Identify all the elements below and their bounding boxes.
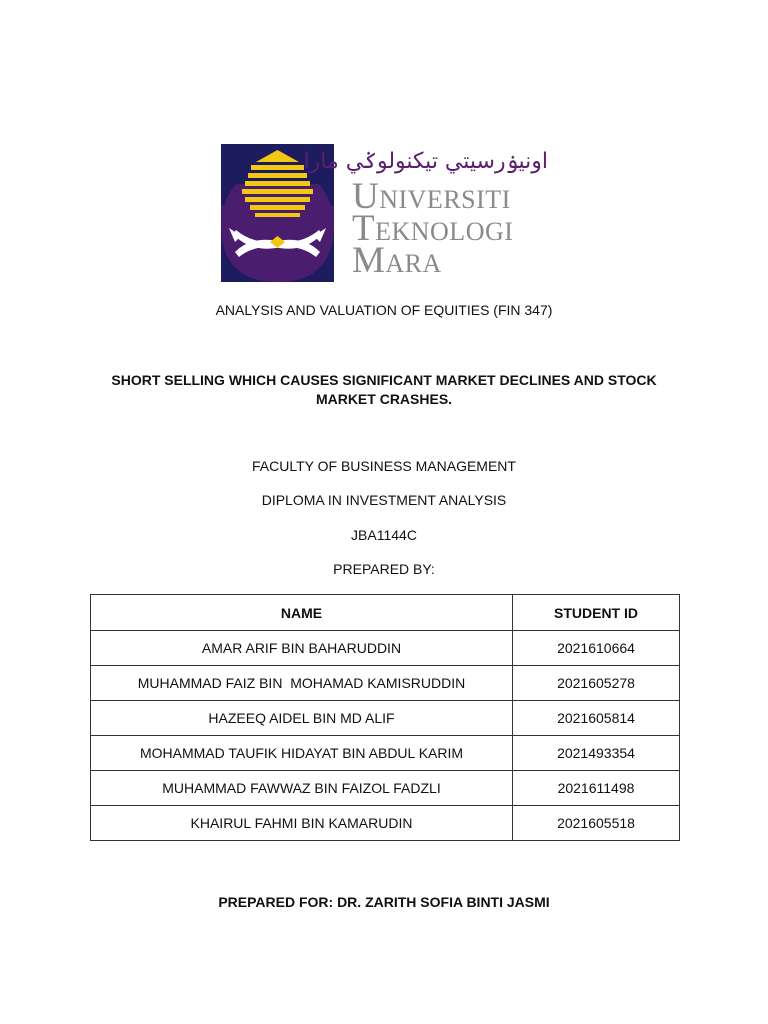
member-name: MOHAMMAD TAUFIK HIDAYAT BIN ABDUL KARIM (91, 736, 513, 771)
table-row (91, 771, 680, 806)
members-table (90, 594, 680, 841)
member-student-id: 2021611498 (513, 771, 680, 806)
logo-word-teknologi: Teknologi (352, 208, 514, 249)
table-row (91, 806, 680, 841)
table-row (91, 736, 680, 771)
member-name: KHAIRUL FAHMI BIN KAMARUDIN (91, 806, 513, 841)
member-student-id: 2021605518 (513, 806, 680, 841)
member-name: MUHAMMAD FAIZ BIN MOHAMAD KAMISRUDDIN (91, 666, 513, 701)
group-code: JBA1144C (351, 527, 417, 543)
header-student-id: STUDENT ID (513, 595, 680, 631)
logo-word-universiti: Universiti (352, 176, 511, 217)
table-row (91, 631, 680, 666)
member-student-id: 2021493354 (513, 736, 680, 771)
jawi-name: اونيۏرسيتي تيكنولوݢي مارا (303, 149, 548, 174)
member-name: AMAR ARIF BIN BAHARUDDIN (91, 631, 513, 666)
member-student-id: 2021605814 (513, 701, 680, 736)
member-name: HAZEEQ AIDEL BIN MD ALIF (91, 701, 513, 736)
prepared-by-label: PREPARED BY: (333, 561, 435, 577)
header-name: NAME (91, 595, 513, 631)
table-header-row (91, 595, 680, 631)
table-row (91, 701, 680, 736)
program-line: DIPLOMA IN INVESTMENT ANALYSIS (261, 492, 507, 508)
member-name: MUHAMMAD FAWWAZ BIN FAIZOL FADZLI (91, 771, 513, 806)
faculty-line: FACULTY OF BUSINESS MANAGEMENT (252, 458, 516, 474)
prepared-for-line: PREPARED FOR: DR. ZARITH SOFIA BINTI JASMI (218, 894, 550, 910)
table-row (91, 666, 680, 701)
member-student-id: 2021605278 (513, 666, 680, 701)
logo-word-mara: Mara (352, 240, 442, 281)
course-title: ANALYSIS AND VALUATION OF EQUITIES (FIN 347) (215, 302, 553, 318)
member-student-id: 2021610664 (513, 631, 680, 666)
document-title: SHORT SELLING WHICH CAUSES SIGNIFICANT MARKET DECLINES AND STOCK MARKET CRASHES. (111, 372, 657, 407)
